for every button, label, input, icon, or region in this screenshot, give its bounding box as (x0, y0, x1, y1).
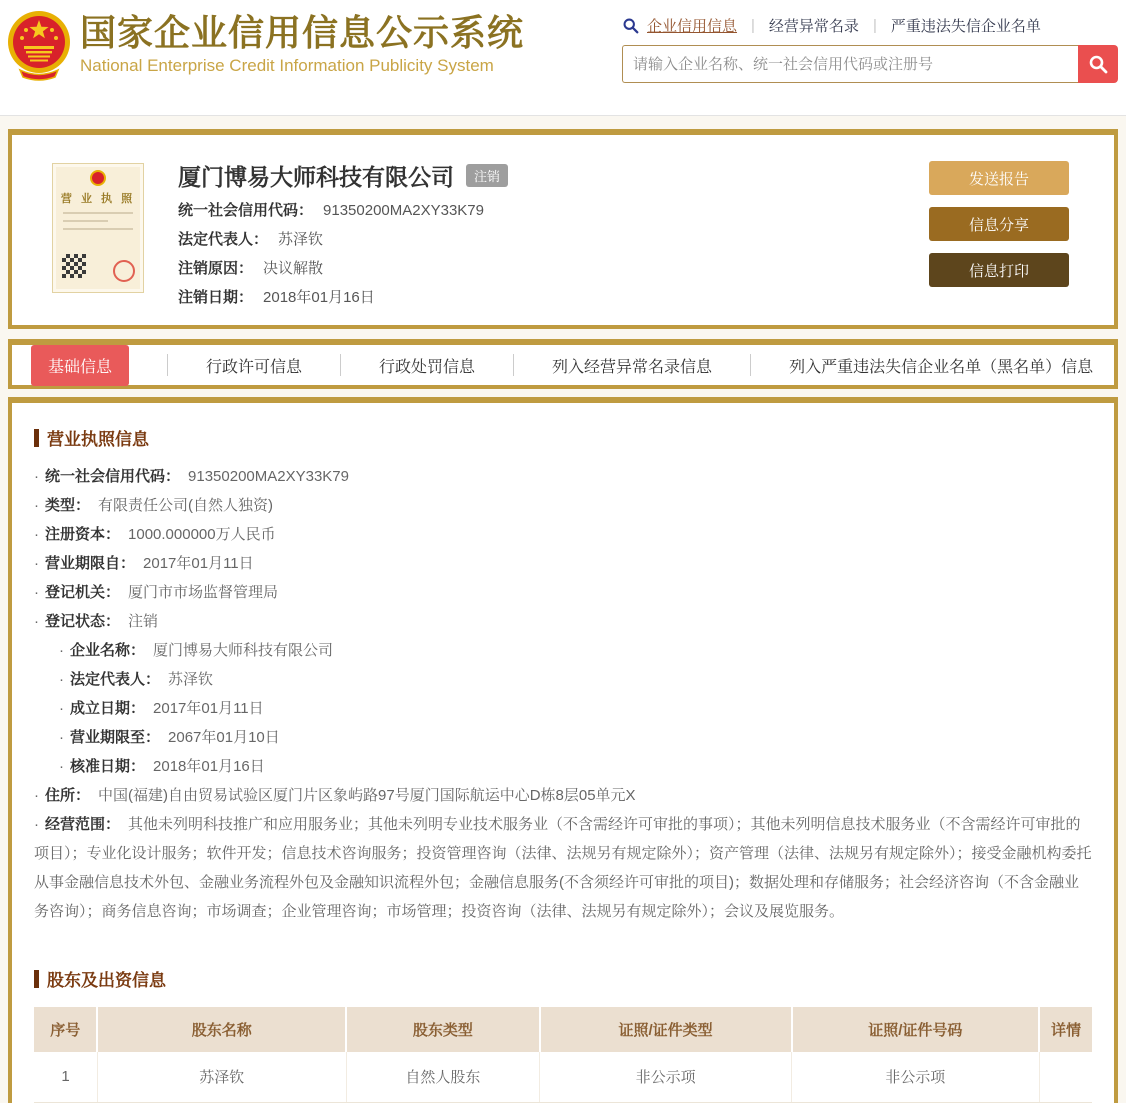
nav-link-serious-violations[interactable]: 严重违法失信企业名单 (890, 17, 1041, 35)
send-report-button[interactable]: 发送报告 (929, 161, 1069, 195)
site-subtitle: National Enterprise Credit Information Publicity System (80, 56, 494, 75)
field-registered-capital: · 注册资本： 1000.000000万人民币 (34, 520, 514, 549)
col-header-shareholder-type: 股东类型 (346, 1007, 540, 1052)
license-decor-line (63, 212, 133, 214)
search-input[interactable] (622, 45, 1078, 83)
tab-abnormal-list[interactable]: 列入经营异常名录信息 (552, 358, 713, 376)
header-right (622, 14, 1118, 83)
company-field-cancel-date: 注销日期： 2018年01月16日 (178, 289, 375, 306)
status-badge: 注销 (466, 164, 508, 187)
license-decor-line (63, 220, 108, 222)
license-qr-code (62, 254, 86, 278)
cell-cert-number: 非公示项 (792, 1052, 1040, 1102)
print-info-button[interactable]: 信息打印 (929, 253, 1069, 287)
cell-detail (1039, 1052, 1092, 1102)
section-title-bar (34, 429, 39, 447)
cell-shareholder-name: 苏泽钦 (97, 1052, 346, 1102)
share-info-button[interactable]: 信息分享 (929, 207, 1069, 241)
col-header-cert-type: 证照/证件类型 (540, 1007, 792, 1052)
cell-shareholder-type: 自然人股东 (346, 1052, 540, 1102)
nav-link-enterprise-credit[interactable]: 企业信用信息 (647, 17, 738, 35)
tab-admin-license[interactable]: 行政许可信息 (206, 358, 303, 376)
cell-index: 1 (34, 1052, 97, 1102)
field-company-type: · 类型： 有限责任公司(自然人独资) (34, 491, 514, 520)
tab-strip (8, 339, 1118, 389)
search-icon (622, 17, 639, 34)
col-header-detail: 详情 (1039, 1007, 1092, 1052)
shareholder-table-header-row (34, 1007, 1092, 1052)
tab-blacklist[interactable]: 列入严重违法失信企业名单（黑名单）信息 (789, 358, 1094, 376)
field-credit-code: · 统一社会信用代码： 91350200MA2XY33K79 (34, 462, 514, 491)
field-term-to: · 营业期限至： 2067年01月10日 (59, 723, 619, 752)
field-legal-rep: · 法定代表人： 苏泽钦 (59, 665, 619, 694)
search-icon (1088, 54, 1108, 74)
tab-separator (513, 354, 514, 376)
tab-separator (750, 354, 751, 376)
search-type-nav (622, 14, 1118, 36)
table-row (34, 1052, 1092, 1102)
fields-left-column (34, 462, 514, 636)
search-bar (622, 45, 1118, 83)
field-approval-date: · 核准日期： 2018年01月16日 (59, 752, 619, 781)
field-term-from: · 营业期限自： 2017年01月11日 (34, 549, 514, 578)
company-field-credit-code: 统一社会信用代码： 91350200MA2XY33K79 (178, 202, 484, 219)
site-title: 国家企业信用信息公示系统 (80, 12, 525, 53)
site-titles (80, 12, 524, 76)
business-license-image (52, 163, 144, 293)
search-button[interactable] (1078, 45, 1118, 83)
tab-basic-info[interactable]: 基础信息 (31, 345, 129, 386)
shareholder-section (34, 966, 1092, 1103)
card-action-buttons (929, 161, 1069, 299)
license-emblem-icon (90, 170, 106, 186)
field-establish-date: · 成立日期： 2017年01月11日 (59, 694, 619, 723)
shareholder-section-title: 股东及出资信息 (34, 966, 1092, 991)
company-name: 厦门博易大师科技有限公司 (178, 164, 454, 190)
tab-separator (340, 354, 341, 376)
cell-cert-type: 非公示项 (540, 1052, 792, 1102)
nav-link-abnormal-operations[interactable]: 经营异常名录 (768, 17, 859, 35)
basic-info-panel (8, 397, 1118, 1103)
col-header-shareholder-name: 股东名称 (97, 1007, 346, 1052)
fields-full-width (34, 781, 1092, 926)
col-header-index: 序号 (34, 1007, 97, 1052)
shareholder-table (34, 1007, 1092, 1103)
national-emblem-icon (6, 8, 72, 80)
field-business-scope: · 经营范围： 其他未列明科技推广和应用服务业；其他未列明专业技术服务业（不含需经许可审批的事项）；其他未列明信息技术服务业（不含需经许可审批的项目）；专业化设计服务；软件开发；信息技术咨询服务；投资管理咨询（法律、法规另有规定除外）；资产管理（法律、法规另有规定除外）；接受金融机构委托从事金融信息技术外包、金融业务流程外包及金融知识流程外包；金融信息服务(不含须经许可审批的项目)；数据处理和存储服务；社会经济咨询（不含金融业务咨询）；商务信息咨询；市场调查；企业管理咨询；市场管理；投资咨询（法律、法规另有规定除外）；会议及展览服务。 (34, 810, 1092, 926)
field-address: · 住所： 中国(福建)自由贸易试验区厦门片区象屿路97号厦门国际航运中心D栋8层05单元X (34, 781, 1092, 810)
site-logo-area (6, 8, 524, 80)
nav-separator: | (751, 16, 755, 34)
nav-separator: | (872, 16, 877, 34)
field-company-name: · 企业名称： 厦门博易大师科技有限公司 (59, 636, 619, 665)
tab-admin-penalty[interactable]: 行政处罚信息 (379, 358, 476, 376)
field-registration-status: · 登记状态： 注销 (34, 607, 514, 636)
license-info-section-title: 营业执照信息 (34, 425, 1092, 450)
license-decor-line (63, 228, 133, 230)
site-header (0, 0, 1126, 116)
col-header-cert-number: 证照/证件号码 (792, 1007, 1040, 1052)
fields-right-column (59, 636, 619, 781)
field-registration-authority: · 登记机关： 厦门市市场监督管理局 (34, 578, 514, 607)
license-info-fields (34, 462, 1092, 926)
company-field-cancel-reason: 注销原因： 决议解散 (178, 260, 324, 277)
company-summary-card (8, 129, 1118, 329)
company-field-legal-rep: 法定代表人： 苏泽钦 (178, 231, 324, 248)
license-red-seal (113, 260, 135, 282)
tab-separator (167, 354, 168, 376)
license-title: 营 业 执 照 (60, 193, 136, 205)
section-title-bar (34, 970, 39, 988)
